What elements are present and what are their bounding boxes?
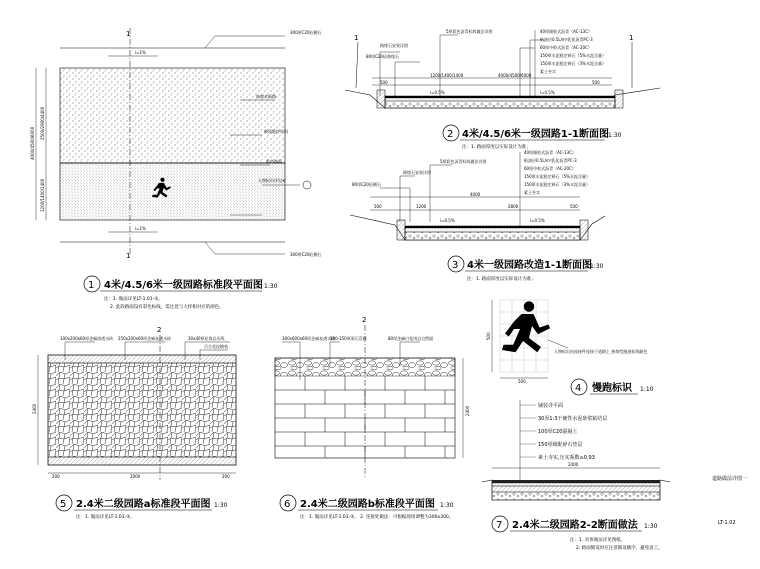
d3-note: 注：1. 路面厚度以实际设计为准；: [467, 277, 536, 282]
d6-label-2: 80厚芝麻白花岗岩自然面: [388, 336, 434, 341]
d2-layer-4: 150厚水泥稳定碎石（3%水泥含量）: [540, 61, 606, 66]
d3-dim-1: 1200: [416, 204, 427, 209]
d2-layer-2: 60厚中粒式沥青（AC-20C）: [540, 45, 592, 50]
d2-dim-0: 500: [380, 80, 388, 85]
drawing-3-section: [350, 149, 605, 282]
d5-dim-1: 200: [52, 474, 60, 479]
d3-number: 3: [452, 260, 459, 271]
d6-title: 2.4米二级园路b标准段平面图: [300, 499, 435, 510]
plan-asphalt-area: [60, 68, 285, 163]
d7-title: 2.4米二级园路2-2断面做法: [512, 520, 638, 531]
drawing-7-section: [482, 400, 670, 551]
d2-layer-5: 素土夯实: [540, 69, 556, 74]
d2-layer-3: 150厚水泥稳定碎石（5%水泥含量）: [540, 53, 606, 58]
d2-layer-1: 粘油层0.5L/m²乳化沥青PC-3: [540, 37, 593, 42]
d7-layer-4: 素土夯实,压实系数≥0.93: [538, 455, 595, 461]
dim-d1-a: 2500/2900/4400: [40, 106, 45, 140]
drawing-1-plan: [30, 28, 322, 310]
d3-top-label-0: 路缘石安装详图: [403, 170, 431, 175]
d2-top-label-0: 路缘石安装详图: [380, 43, 408, 48]
slope-bottom: i=1%: [135, 226, 146, 231]
drawing-4-sign: [486, 300, 654, 395]
d4-label: 人物标识由连接件连接于道路上 热熔型跑道标线颜色: [554, 349, 648, 354]
d3-scale: 1:30: [590, 263, 604, 270]
d6-dim-0: 2400: [465, 405, 470, 416]
d6-number: 6: [284, 499, 291, 510]
d1-note-1: 2. 此段路面设有彩色标线，需注意与大样相对应的颜色。: [110, 305, 224, 310]
d5-label-3: 百合花纹铺装: [204, 344, 228, 349]
d1-number: 1: [88, 280, 95, 291]
d2-note: 注：1. 路面厚度以实际设计为准；: [462, 145, 531, 150]
d4-number: 4: [575, 383, 582, 394]
d3-layer-2: 60厚中粒式沥青（AC-20C）: [524, 166, 576, 171]
d5-number: 5: [60, 499, 67, 510]
d3-asphalt-layer: [405, 226, 580, 228]
d1-label-0: 300厚C20砼侧石: [290, 30, 322, 35]
d1-label-1: 防腐木板路: [256, 94, 276, 99]
slope-top: i=1%: [135, 50, 146, 55]
d5-label-1: 250x200x60厚芝麻灰透水砖: [118, 336, 172, 341]
d2-layer-0: 40厚细粒式沥青（AC-13C）: [540, 29, 592, 34]
d2-top-label-1: 5厚彩色沥青标线做法详图: [446, 29, 493, 34]
d3-layer-4: 150厚水泥稳定碎石（3%水泥含量）: [524, 182, 590, 187]
d6-label-0: 300x600x60厚芝麻灰透水砖: [282, 336, 336, 341]
d6-cut-top: 2: [362, 316, 367, 324]
d3-layer-0: 40厚细粒式沥青（AC-13C）: [524, 150, 576, 155]
d3-slope-l: i=0.5%: [440, 218, 455, 223]
d1-label-3: 彩色路面: [266, 159, 282, 164]
drawing-2-section: [345, 28, 660, 150]
d3-layer-1: 粘油层0.5L/m²乳化沥青PC-3: [524, 158, 577, 163]
d1-scale: 1:30: [264, 283, 278, 290]
d3-slope-r: i=0.5%: [530, 218, 545, 223]
d4-dim-1: 500: [486, 332, 491, 340]
d2-slope-l: i=0.5%: [430, 90, 445, 95]
d7-number: 7: [496, 520, 503, 531]
d3-dim-4: 4000: [470, 192, 481, 197]
d5-dim-0: 2400: [32, 403, 37, 414]
d4-title: 慢跑标识: [592, 383, 632, 394]
d5-stone-pattern: [48, 363, 236, 457]
sheet-code: LT-1.02: [718, 520, 736, 526]
runner-sign-icon: [502, 301, 550, 352]
drawing-5-plan: [32, 326, 236, 520]
d7-paving-layer: [492, 480, 660, 483]
d1-title: 4米/4.5/6米一级园路标准段平面图: [104, 280, 263, 291]
d7-note-0: 注：1. 具体做法详见图纸。: [570, 538, 626, 543]
d7-layer-0: 铺装详平面: [538, 403, 564, 409]
dim-d1-total: 4000/4500/6000: [30, 126, 35, 160]
d7-layer-3: 150厚级配碎石垫层: [538, 442, 583, 448]
d5-dim-3: 200: [222, 474, 230, 479]
d7-scale: 1:30: [644, 523, 658, 530]
d2-asphalt-layer: [385, 96, 615, 98]
d2-title: 4米/4.5/6米一级园路1-1断面图: [462, 129, 610, 140]
d2-number: 2: [447, 129, 454, 140]
d5-scale: 1:30: [214, 502, 228, 509]
d2-dim-1: 1200/1400/1400: [430, 73, 464, 78]
d7-dim-0: 2400: [568, 462, 579, 467]
d6-scale: 1:30: [440, 502, 454, 509]
d3-dim-3: 500: [570, 204, 578, 209]
d1-label-0b: 300厚C20砼侧石: [290, 252, 322, 257]
cut-1-bottom: 1: [126, 252, 131, 260]
d5-note: 注：1. 做法详见LT-1.01-②。: [76, 515, 135, 520]
d1-label-4: 人物标识详见④: [258, 178, 286, 183]
d1-note-0: 注：1. 做法详见LT-1.01-②。: [104, 297, 163, 302]
d6-label-1: 100-150厚原石荒料: [330, 336, 367, 341]
d1-label-2: 硬质地坪材料: [264, 129, 288, 134]
d2-top-label-2: 80厚C20砼路缘石: [366, 54, 399, 59]
d7-note-1: 2. 路面铺设时应注意铺设顺序，避免返工。: [576, 546, 663, 551]
cut-1-top: 1: [126, 30, 131, 38]
d5-label-2: 30x40厚花岗岩压线: [188, 336, 225, 341]
d7-layer-2: 100厚C20混凝土: [538, 429, 578, 435]
d3-top-label-2: 80厚C20砼侧石: [352, 182, 381, 187]
d3-dim-2: 2800: [508, 204, 519, 209]
drawing-6-plan: [275, 316, 470, 520]
d5-label-0: 100x200x60厚芝麻黑透水砖: [60, 336, 114, 341]
d2-dim-2: 4000/4500/6000: [498, 73, 532, 78]
d4-scale: 1:10: [640, 386, 654, 393]
d3-layer-3: 150厚水泥稳定碎石（5%水泥含量）: [524, 174, 590, 179]
d3-title: 4米一级园路改造1-1断面图: [467, 260, 593, 271]
d2-slope-r: i=0.5%: [540, 90, 555, 95]
d3-layer-5: 素土夯实: [524, 190, 540, 195]
plan-colored-lane: [60, 163, 285, 220]
d5-title: 2.4米二级园路a标准段平面图: [76, 499, 211, 510]
d6-note: 注：1. 做法详见LT-1.01-②。 2. 连接处做法：可根据现场调整为300x300。: [300, 515, 454, 520]
d2-scale: 1:30: [608, 132, 622, 139]
d2-dim-3: 500: [592, 80, 600, 85]
d3-top-label-1: 5厚彩色沥青标线做法详图: [440, 159, 487, 164]
d3-dim-0: 500: [374, 204, 382, 209]
sheet-label: 道路做法详图一: [712, 476, 748, 482]
svg-text:1: 1: [629, 34, 634, 42]
d5-cut-top: 2: [157, 326, 162, 334]
dim-d1-b: 1200/1400/1400: [40, 178, 45, 212]
d4-dim-0: 500: [518, 379, 526, 384]
d7-layer-1: 30厚1:3干硬性水泥砂浆粘结层: [538, 416, 608, 422]
d5-dim-2: 2000: [130, 474, 141, 479]
svg-text:1: 1: [354, 34, 359, 42]
